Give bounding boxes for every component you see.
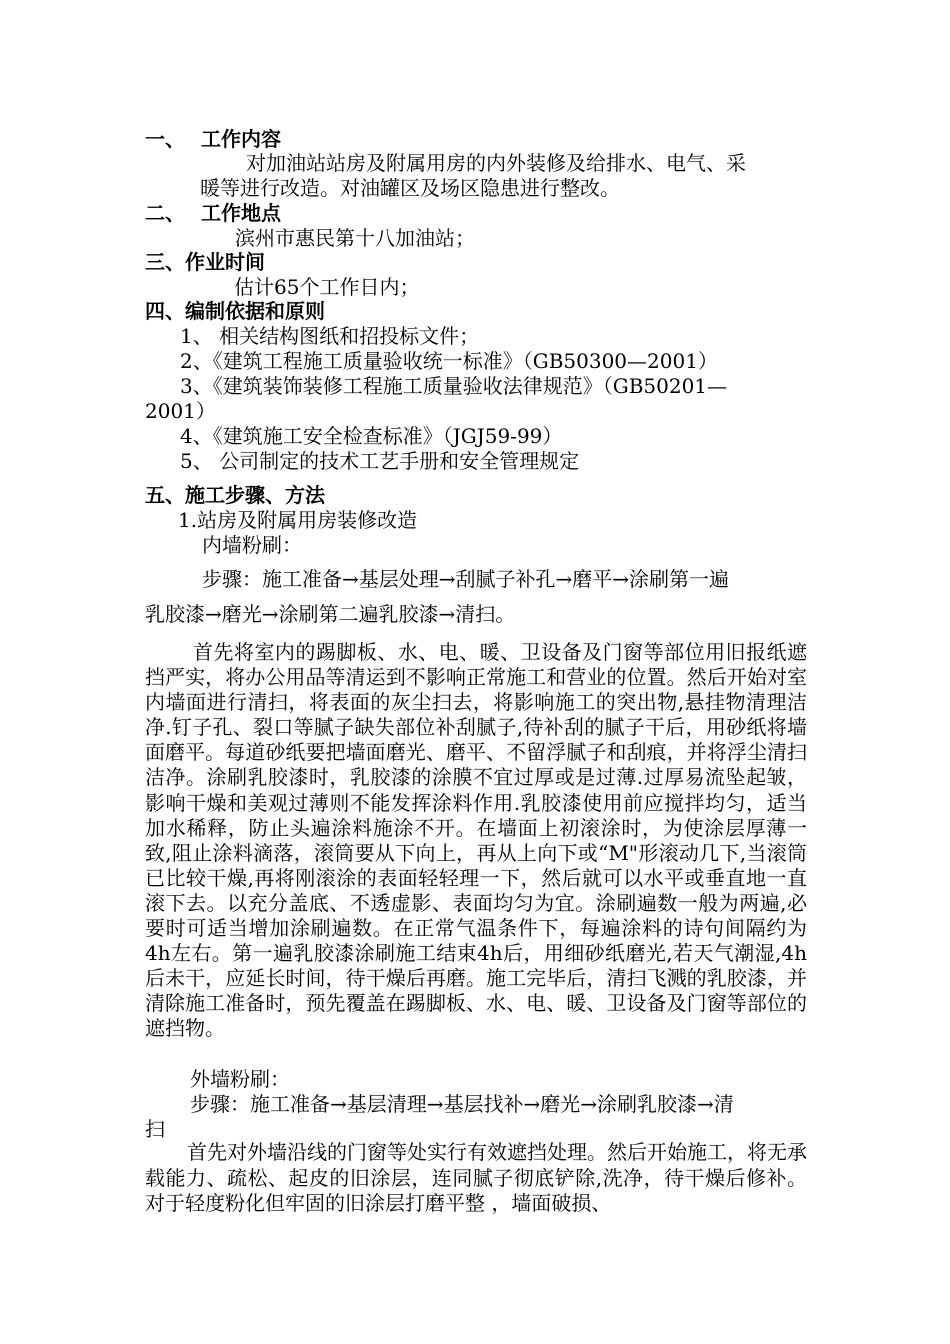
exterior-wall-label: 外墙粉刷： xyxy=(190,1067,290,1091)
section-1-title: 工作内容 xyxy=(201,127,281,151)
section-2-heading xyxy=(145,200,281,226)
section-3-body: 估计65个工作日内； xyxy=(234,275,420,299)
interior-steps-line-1: 步骤：施工准备→基层处理→刮腻子补孔→磨平→涂刷第一遍 xyxy=(202,567,730,591)
section-2-number: 二、 xyxy=(145,201,185,225)
section-4-item-1: 1、 相关结构图纸和招投标文件； xyxy=(180,324,480,348)
interior-paragraph: 首先将室内的踢脚板、水、电、暖、卫设备及门窗等部位用旧报纸遮挡严实，将办公用品等清运到不影响正常施工和营业的位置。然后开始对室内墙面进行清扫，将表面的灰尘扫去，将影响施工的突出物,悬挂物清理洁净.钉子孔、裂口等腻子缺失部位补刮腻子,待补刮的腻子干后，用砂纸将墙面磨平。每道砂纸要把墙面磨光、磨平、不留浮腻子和刮痕，并将浮尘清扫洁净。涂刷乳胶漆时，乳胶漆的涂膜不宜过厚或是过薄.过厚易流坠起皱，影响干燥和美观过薄则不能发挥涂料作用.乳胶漆使用前应搅拌均匀，适当加水稀释，防止头遍涂料施涂不开。在墙面上初滚涂时，为使涂层厚薄一致,阻止涂料滴落，滚筒要从下向上，再从上向下或“M"形滚动几下,当滚筒已比较干燥,再将刚滚涂的表面轻轻理一下，然后就可以水平或垂直地一直滚下去。以充分盖底、不透虚影、表面均匀为宜。涂刷遍数一般为两遍,必要时可适当增加涂刷遍数。在正常气温条件下，每遍涂料的诗句间隔约为4h左右。第一遍乳胶漆涂刷施工结束4h后，用细砂纸磨光,若天气潮湿,4h后未干，应延长时间，待干燥后再磨。施工完毕后，清扫飞溅的乳胶漆，并清除施工准备时，预先覆盖在踢脚板、水、电、暖、卫设备及门窗等部位的遮挡物。 xyxy=(145,640,807,1041)
section-2-title: 工作地点 xyxy=(201,201,281,225)
section-4-item-5: 5、 公司制定的技术工艺手册和安全管理规定 xyxy=(180,449,580,473)
interior-wall-label: 内墙粉刷： xyxy=(202,533,302,557)
section-1-body-line-2: 暖等进行改造。对油罐区及场区隐患进行整改。 xyxy=(200,176,620,200)
section-1-heading xyxy=(145,126,281,152)
section-5-heading: 五、施工步骤、方法 xyxy=(145,483,325,507)
section-5-subheading-1: 1.站房及附属用房装修改造 xyxy=(178,508,418,532)
section-1-number: 一、 xyxy=(145,127,185,151)
section-3-heading: 三、作业时间 xyxy=(145,250,265,274)
section-4-heading: 四、编制依据和原则 xyxy=(145,299,325,323)
interior-steps-line-2: 乳胶漆→磨光→涂刷第二遍乳胶漆→清扫。 xyxy=(145,602,516,626)
section-1-body-line-1: 对加油站站房及附属用房的内外装修及给排水、电气、采 xyxy=(246,151,746,175)
exterior-steps-line-2: 扫 xyxy=(145,1117,165,1141)
section-4-item-4: 4、《建筑施工安全检查标准》（JGJ59-99） xyxy=(180,424,563,448)
section-4-item-2: 2、《建筑工程施工质量验收统一标准》（GB50300—2001） xyxy=(180,349,718,373)
section-2-body: 滨州市惠民第十八加油站； xyxy=(235,226,475,250)
exterior-steps-line-1: 步骤：施工准备→基层清理→基层找补→磨光→涂刷乳胶漆→清 xyxy=(190,1092,734,1116)
section-4-item-3-cont: 2001） xyxy=(145,399,216,423)
exterior-paragraph: 首先对外墙沿线的门窗等处实行有效遮挡处理。然后开始施工，将无承载能力、疏松、起皮的旧涂层，连同腻子彻底铲除,洗净，待干燥后修补。对于轻度粉化但牢固的旧涂层打磨平整 ，墙面破损、 xyxy=(145,1140,807,1215)
section-4-item-3: 3、《建筑装饰装修工程施工质量验收法律规范》（GB50201— xyxy=(180,374,728,398)
